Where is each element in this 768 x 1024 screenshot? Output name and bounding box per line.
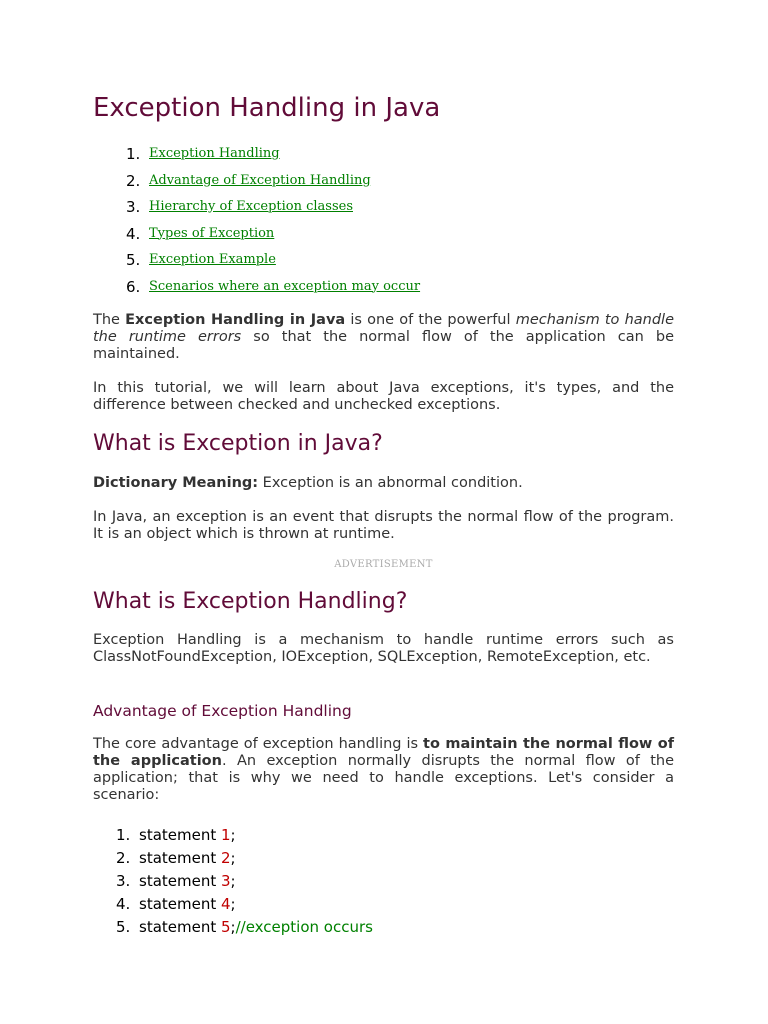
advantage-paragraph (93, 736, 674, 804)
intro-text: The (93, 312, 126, 328)
toc-number: 5. (126, 251, 141, 269)
code-line-number: 4. (116, 894, 131, 913)
code-line (93, 871, 674, 894)
code-line (93, 894, 674, 917)
toc-link-example[interactable]: Exception Example (149, 252, 276, 267)
toc-item (93, 195, 674, 222)
subheading-advantage: Advantage of Exception Handling (93, 702, 352, 720)
toc-item (93, 142, 674, 169)
toc-item (93, 169, 674, 196)
dictionary-label: Dictionary Meaning: (93, 475, 259, 491)
dictionary-text: Exception is an abnormal condition. (258, 475, 523, 491)
page-title: Exception Handling in Java (93, 93, 441, 123)
code-semicolon: ; (230, 826, 236, 844)
toc-number: 2. (126, 171, 141, 190)
code-number: 5 (221, 917, 231, 936)
toc-item (93, 275, 674, 302)
exception-handling-paragraph: Exception Handling is a mechanism to handle runtime errors such as ClassNotFoundException, IOException, SQLException, RemoteException, etc. (93, 632, 674, 665)
section-heading-exception-handling: What is Exception Handling? (93, 589, 408, 614)
toc-item (93, 248, 674, 275)
intro-paragraph (93, 312, 674, 363)
code-number: 2 (221, 848, 231, 867)
code-text: statement (139, 894, 221, 913)
code-line (93, 848, 674, 871)
section-heading-exception: What is Exception in Java? (93, 431, 383, 456)
code-line-number: 3. (116, 871, 131, 890)
toc-link-hierarchy[interactable]: Hierarchy of Exception classes (149, 199, 353, 214)
code-semicolon: ; (230, 894, 236, 913)
code-number: 1 (221, 826, 231, 844)
code-comment: //exception occurs (235, 917, 373, 936)
advantage-bold: to maintain the normal flow of the application (93, 736, 675, 769)
intro-text: is one of the powerful (345, 312, 516, 328)
code-number: 4 (221, 894, 231, 913)
code-line-number: 5. (116, 917, 131, 936)
toc-number: 3. (126, 198, 141, 216)
toc-item (93, 222, 674, 249)
code-text: statement (139, 871, 221, 890)
dictionary-paragraph (93, 475, 674, 492)
toc-link-advantage[interactable]: Advantage of Exception Handling (149, 172, 371, 188)
intro-text: so that the normal flow of the application can be maintained. (93, 329, 674, 362)
advantage-text: . An exception normally disrupts the normal flow of the application; that is why we need to handle exceptions. Let's consider a scenario: (93, 753, 675, 803)
toc-number: 1. (126, 145, 141, 163)
intro-italic: mechanism to handle the runtime errors (93, 312, 675, 345)
code-line (93, 825, 674, 848)
code-text: statement (139, 917, 221, 936)
code-line-number: 2. (116, 848, 131, 867)
intro-bold: Exception Handling in Java (125, 312, 346, 328)
code-line-number: 1. (116, 826, 131, 844)
table-of-contents (93, 142, 674, 301)
code-number: 3 (221, 871, 231, 890)
code-line (93, 917, 674, 940)
code-text: statement (139, 826, 221, 844)
tutorial-paragraph: In this tutorial, we will learn about Java exceptions, it's types, and the difference between checked and unchecked exceptions. (93, 380, 674, 413)
toc-link-scenarios[interactable]: Scenarios where an exception may occur (149, 278, 421, 294)
toc-link-exception-handling[interactable]: Exception Handling (149, 146, 280, 161)
code-listing (93, 825, 674, 939)
toc-number: 6. (126, 277, 141, 296)
code-semicolon: ; (230, 848, 236, 867)
advertisement-label: ADVERTISEMENT (334, 559, 433, 570)
exception-definition-paragraph: In Java, an exception is an event that disrupts the normal flow of the program. It is an object which is thrown at runtime. (93, 509, 674, 542)
toc-number: 4. (126, 224, 141, 243)
advantage-text: The core advantage of exception handling is (93, 736, 424, 752)
code-text: statement (139, 848, 221, 867)
code-semicolon: ; (230, 917, 236, 936)
code-semicolon: ; (230, 871, 236, 890)
toc-link-types[interactable]: Types of Exception (149, 225, 275, 241)
